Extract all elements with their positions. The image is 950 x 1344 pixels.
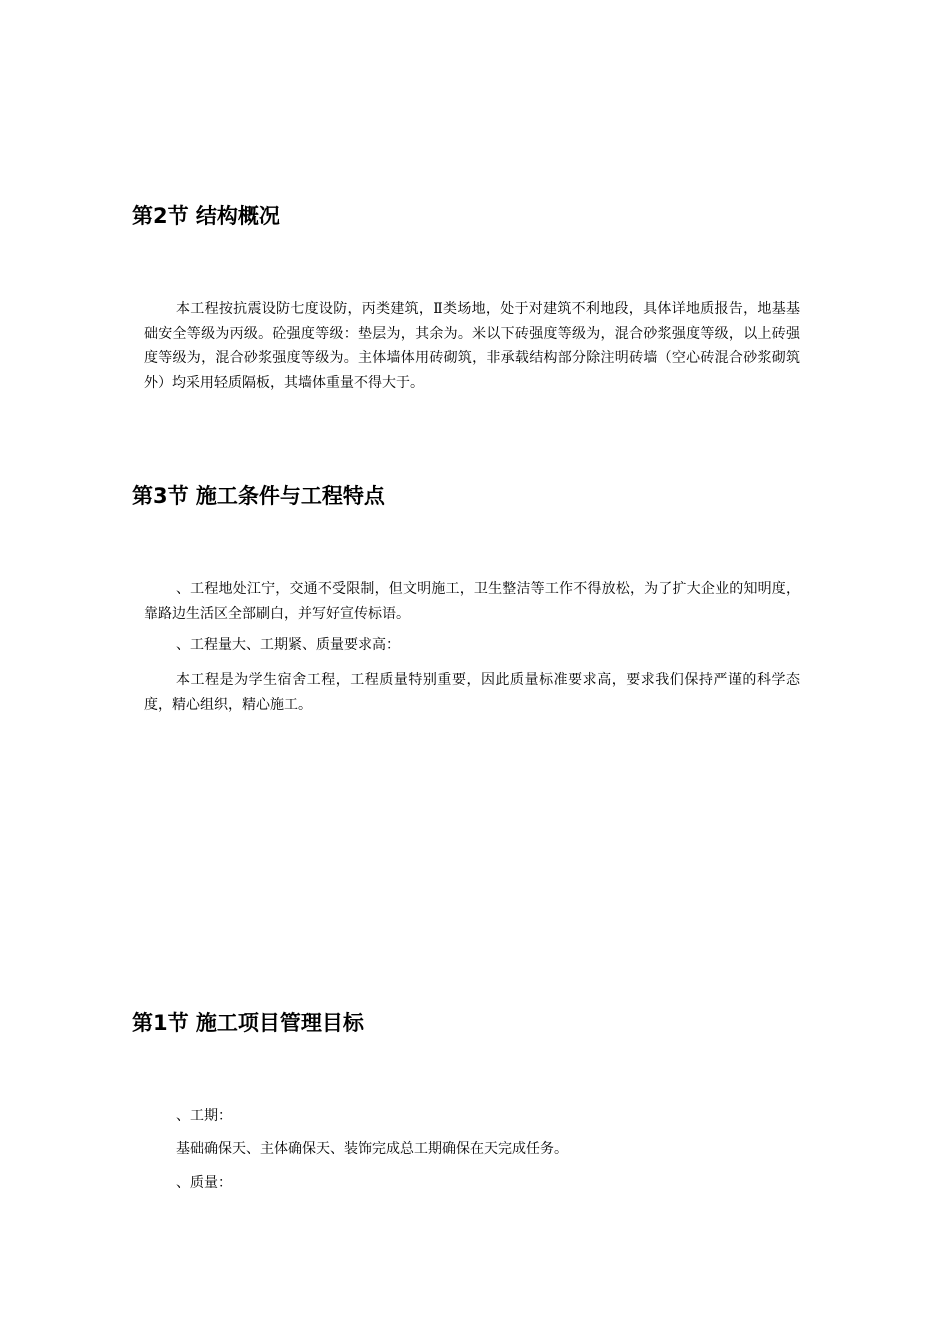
section-1-paragraph-2: 基础确保天、主体确保天、装饰完成总工期确保在天完成任务。 [176,1141,568,1157]
section-2-heading: 第2节 结构概况 [132,204,280,228]
section-3-heading: 第3节 施工条件与工程特点 [132,484,385,508]
section-3-paragraph-1: 、工程地处江宁，交通不受限制，但文明施工，卫生整洁等工作不得放松，为了扩大企业的知明度，靠路边生活区全部刷白，并写好宣传标语。 [144,581,800,622]
section-3-paragraph-3: 本工程是为学生宿舍工程，工程质量特别重要，因此质量标准要求高，要求我们保持严谨的科学态度，精心组织，精心施工。 [144,672,800,713]
section-2-paragraph: 本工程按抗震设防七度设防，丙类建筑，Ⅱ类场地，处于对建筑不利地段，具体详地质报告，地基基础安全等级为丙级。砼强度等级：垫层为，其余为。米以下砖强度等级为，混合砂浆强度等级，以上砖强度等级为，混合砂浆强度等级为。主体墙体用砖砌筑，非承载结构部分除注明砖墙（空心砖混合砂浆砌筑外）均采用轻质隔板，其墙体重量不得大于。 [144,301,800,391]
section-1-paragraph-1: 、工期： [176,1108,232,1124]
section-1-heading: 第1节 施工项目管理目标 [132,1011,364,1035]
section-1-paragraph-3: 、质量： [176,1175,232,1191]
section-3-paragraph-2: 、工程量大、工期紧、质量要求高： [176,637,400,653]
